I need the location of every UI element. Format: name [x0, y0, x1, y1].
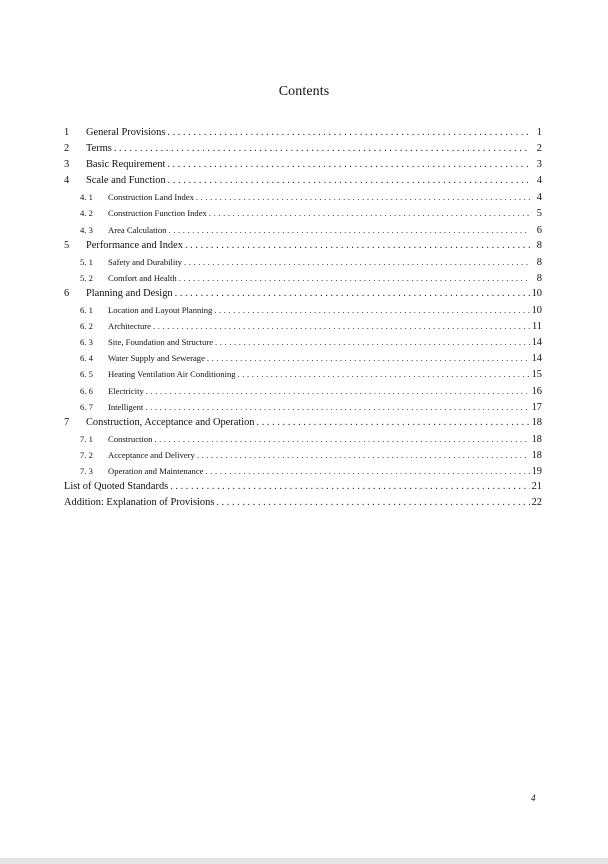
toc-entry-page: 8 — [536, 239, 542, 251]
toc-dot-leader — [145, 399, 529, 415]
toc-entry-page: 6 — [536, 224, 542, 236]
toc-entry-label: List of Quoted Standards — [64, 481, 169, 493]
toc-entry-number: 6. 2 — [80, 321, 93, 332]
toc-entry-line — [108, 189, 542, 205]
toc-entry-page: 11 — [531, 321, 542, 333]
toc-entry-line — [108, 254, 542, 270]
toc-entry[interactable] — [64, 302, 542, 318]
toc-entry-page: 10 — [531, 305, 542, 317]
toc-dot-leader — [216, 495, 529, 511]
toc-entry-page: 16 — [531, 385, 542, 397]
toc-entry-line — [64, 479, 542, 495]
toc-entry-number: 2 — [64, 143, 70, 155]
toc-entry-number: 6. 5 — [80, 369, 93, 380]
toc-entry-page: 18 — [531, 433, 542, 445]
toc-entry-page: 14 — [531, 353, 542, 365]
toc-entry-page: 18 — [531, 416, 542, 428]
toc-dot-leader — [214, 302, 529, 318]
toc-entry-label: Operation and Maintenance — [108, 465, 204, 476]
toc-entry[interactable] — [64, 141, 542, 157]
toc-dot-leader — [215, 334, 530, 350]
toc-entry[interactable] — [64, 254, 542, 270]
footer-page-number: 4 — [531, 793, 536, 803]
table-of-contents — [64, 125, 542, 511]
toc-dot-leader — [168, 222, 530, 238]
toc-entry-line — [108, 447, 542, 463]
toc-entry-label: General Provisions — [86, 127, 166, 138]
toc-entry-label: Planning and Design — [86, 287, 173, 299]
toc-entry-line — [86, 286, 542, 302]
toc-entry-number: 7. 1 — [80, 433, 93, 444]
toc-entry-line — [108, 350, 542, 366]
toc-entry-page: 3 — [536, 159, 542, 171]
toc-entry-label: Site, Foundation and Structure — [108, 337, 214, 348]
toc-entry-number: 6. 6 — [80, 385, 93, 396]
toc-entry-number: 4. 1 — [80, 192, 93, 203]
toc-entry-number: 3 — [64, 159, 70, 171]
toc-entry-number: 5. 1 — [80, 256, 93, 267]
toc-entry[interactable] — [64, 495, 542, 511]
toc-entry-page: 17 — [531, 401, 542, 413]
toc-entry[interactable] — [64, 189, 542, 205]
toc-entry-label: Intelligent — [108, 401, 144, 412]
toc-entry-line — [86, 141, 542, 157]
toc-dot-leader — [207, 350, 530, 366]
toc-entry-label: Comfort and Health — [108, 272, 177, 283]
toc-entry-label: Addition: Explanation of Provisions — [64, 497, 215, 509]
toc-dot-leader — [257, 415, 530, 431]
toc-entry-number: 6 — [64, 287, 70, 299]
toc-entry-page: 14 — [531, 337, 542, 349]
toc-entry[interactable] — [64, 270, 542, 286]
toc-entry-page: 15 — [531, 369, 542, 381]
toc-dot-leader — [205, 463, 529, 479]
toc-entry-number: 7. 3 — [80, 465, 93, 476]
toc-dot-leader — [238, 366, 530, 382]
toc-entry[interactable] — [64, 318, 542, 334]
toc-entry-line — [108, 383, 542, 399]
toc-entry-page: 10 — [531, 287, 542, 299]
toc-entry-line — [86, 238, 542, 254]
toc-entry-line — [108, 270, 542, 286]
toc-entry-number: 4. 2 — [80, 208, 93, 219]
toc-entry-line — [108, 222, 542, 238]
toc-dot-leader — [114, 141, 530, 157]
toc-entry-line — [108, 302, 542, 318]
toc-entry-label: Water Supply and Sewerage — [108, 353, 205, 364]
toc-entry-number: 6. 1 — [80, 305, 93, 316]
toc-entry-number: 7. 2 — [80, 449, 93, 460]
viewer-bottom-bar — [0, 858, 608, 864]
toc-dot-leader — [175, 286, 530, 302]
toc-entry[interactable] — [64, 173, 542, 189]
toc-dot-leader — [197, 447, 530, 463]
toc-entry-page: 22 — [531, 497, 542, 509]
toc-entry[interactable] — [64, 431, 542, 447]
toc-dot-leader — [168, 173, 530, 189]
toc-entry-label: Acceptance and Delivery — [108, 449, 195, 460]
toc-entry-label: Location and Layout Planning — [108, 305, 213, 316]
toc-entry-label: Construction — [108, 433, 153, 444]
toc-entry-line — [86, 173, 542, 189]
toc-entry-page: 1 — [536, 127, 542, 138]
toc-entry-line — [108, 463, 542, 479]
toc-entry-number: 1 — [64, 127, 70, 138]
toc-entry-number: 4 — [64, 175, 70, 187]
toc-entry-line — [108, 334, 542, 350]
toc-entry-label: Construction, Acceptance and Operation — [86, 416, 255, 428]
toc-entry-label: Basic Requirement — [86, 159, 166, 171]
toc-entry[interactable] — [64, 205, 542, 221]
toc-entry-number: 6. 4 — [80, 353, 93, 364]
toc-dot-leader — [167, 125, 530, 141]
toc-entry-page: 8 — [536, 256, 542, 268]
toc-entry-label: Construction Function Index — [108, 208, 207, 219]
toc-entry-number: 5 — [64, 239, 70, 251]
toc-entry[interactable] — [64, 238, 542, 254]
toc-entry[interactable] — [64, 286, 542, 302]
toc-entry-label: Heating Ventilation Air Conditioning — [108, 369, 236, 380]
toc-entry[interactable] — [64, 334, 542, 350]
toc-entry[interactable] — [64, 222, 542, 238]
toc-entry-label: Architecture — [108, 321, 151, 332]
toc-entry-line — [108, 318, 542, 334]
toc-entry[interactable] — [64, 383, 542, 399]
toc-dot-leader — [209, 205, 530, 221]
toc-entry-line — [108, 366, 542, 382]
toc-entry[interactable] — [64, 399, 542, 415]
toc-entry-label: Safety and Durability — [108, 256, 182, 267]
toc-entry-line — [108, 399, 542, 415]
toc-dot-leader — [179, 270, 530, 286]
toc-entry-line — [64, 495, 542, 511]
toc-entry[interactable] — [64, 157, 542, 173]
toc-entry-page: 21 — [531, 481, 542, 493]
page-title: Contents — [278, 84, 330, 99]
toc-entry-page: 19 — [531, 465, 542, 477]
toc-entry-number: 6. 7 — [80, 401, 93, 412]
toc-dot-leader — [185, 238, 530, 254]
toc-entry-label: Performance and Index — [86, 239, 183, 251]
toc-entry-label: Area Calculation — [108, 224, 167, 235]
toc-entry-line — [108, 431, 542, 447]
toc-dot-leader — [170, 479, 529, 495]
toc-entry-page: 4 — [536, 192, 542, 204]
toc-entry[interactable] — [64, 463, 542, 479]
toc-dot-leader — [196, 189, 530, 205]
toc-entry-label: Construction Land Index — [108, 192, 194, 203]
toc-dot-leader — [146, 383, 530, 399]
toc-entry-label: Electricity — [108, 385, 144, 396]
toc-entry[interactable] — [64, 350, 542, 366]
toc-dot-leader — [153, 318, 530, 334]
toc-entry[interactable] — [64, 447, 542, 463]
toc-entry[interactable] — [64, 479, 542, 495]
toc-entry-page: 2 — [536, 143, 542, 155]
toc-dot-leader — [154, 431, 529, 447]
toc-entry-number: 6. 3 — [80, 337, 93, 348]
toc-dot-leader — [167, 157, 530, 173]
toc-entry-line — [108, 205, 542, 221]
toc-entry-page: 8 — [536, 272, 542, 284]
toc-entry-page: 4 — [536, 175, 542, 187]
toc-entry-page: 5 — [536, 208, 542, 220]
toc-entry-number: 4. 3 — [80, 224, 93, 235]
toc-entry-label: Scale and Function — [86, 175, 166, 187]
toc-entry[interactable] — [64, 415, 542, 431]
toc-entry-label: Terms — [86, 143, 112, 155]
toc-entry-line — [86, 415, 542, 431]
toc-entry-number: 5. 2 — [80, 272, 93, 283]
toc-entry-line — [86, 157, 542, 173]
toc-entry[interactable] — [64, 125, 542, 141]
toc-entry-line — [86, 125, 542, 141]
toc-entry[interactable] — [64, 366, 542, 382]
toc-entry-page: 18 — [531, 449, 542, 461]
toc-entry-number: 7 — [64, 416, 70, 428]
toc-dot-leader — [184, 254, 530, 270]
